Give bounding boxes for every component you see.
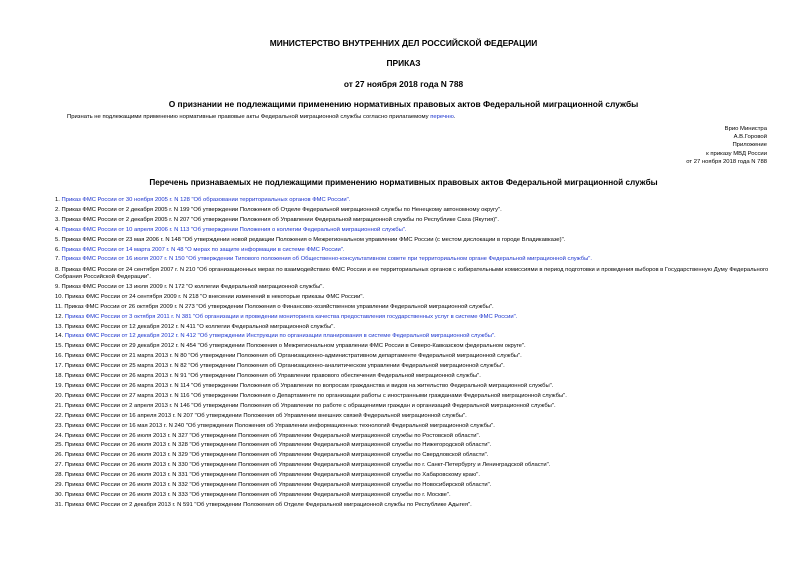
list-item-text: Приказ ФМС России от 25 марта 2013 г. N 82 "Об утверждении Положения об Организационно-аналитическом управлении Федеральной миграционной службы". (64, 363, 505, 370)
list-item-text: Приказ ФМС России от 27 марта 2013 г. N 116 "Об утверждении Положения о Департаменте по организации работы с иностранными гражданами Федеральной миграционной службы". (64, 392, 567, 399)
list-item-link[interactable]: Приказ ФМС России от 14 марта 2007 г. N 48 "О мерах по защите информации в системе ФМС России". (61, 246, 345, 253)
list-item-text: Приказ ФМС России от 2 декабря 2005 г. N 199 "Об утверждении Положения об Отделе Федеральной миграционной службы по Ненецкому автономному округу". (61, 206, 502, 213)
list-item-number: 6. (55, 246, 62, 253)
list-item-link[interactable]: Приказ ФМС России от 10 апреля 2006 г. N 113 "Об утверждении Положения о коллегии Федеральной миграционной службы". (61, 226, 407, 233)
list-item-link[interactable]: Приказ ФМС России от 3 октября 2011 г. N 381 "Об организации и проведении мониторинга качества предоставления государственных услуг в системе ФМС России". (64, 313, 518, 320)
list-item-text: Приказ ФМС России от 26 июля 2013 г. N 333 "Об утверждении Положения об Управлении Федеральной миграционной службы по г. Москве". (64, 491, 451, 498)
doc-title: О признании не подлежащими применению нормативных правовых актов Федеральной миграционной службы (168, 99, 639, 109)
list-item-text: Приказ ФМС России от 26 октября 2009 г. N 273 "Об утверждении Положения о Финансово-хозяйственном управлении Федеральной миграционной службы". (64, 303, 494, 310)
list-item-number: 23. (55, 422, 65, 429)
list-item-number: 16. (55, 353, 65, 360)
doc-date-number: от 27 ноября 2018 года N 788 (343, 79, 464, 89)
list-item (0, 412, 807, 422)
list-item-text: Приказ ФМС России от 2 декабря 2005 г. N 207 "Об утверждении Положения об Управлении Федеральной миграционной службы по Республике Саха (Якутия)". (61, 216, 499, 223)
list-item-number: 20. (55, 392, 65, 399)
list-item (0, 451, 807, 461)
intro-text: Признать не подлежащими применению нормативные правовые акты Федеральной миграционной службы согласно прилагаемому (67, 114, 431, 120)
list-item (0, 422, 807, 432)
list-item (0, 236, 807, 246)
list-item-link[interactable]: Приказ ФМС России от 30 ноября 2005 г. N 128 "Об образовании территориальных органов ФМС России". (61, 197, 351, 203)
acts-list (0, 196, 807, 511)
appendix-label: Приложение (732, 142, 767, 149)
list-item (0, 293, 807, 303)
list-item-number: 21. (55, 402, 65, 409)
list-item-text: Приказ ФМС России от 16 мая 2013 г. N 240 "Об утверждении Положения об Управлении информационных технологий Федеральной миграционной службы". (64, 422, 495, 429)
doc-type-heading: ПРИКАЗ (386, 58, 421, 68)
intro-end: . (453, 114, 456, 120)
list-item-text: Приказ ФМС России от 12 декабря 2012 г. N 411 "О коллегии Федеральной миграционной службы". (64, 323, 335, 330)
intro-paragraph (67, 114, 455, 120)
list-item-number: 24. (55, 432, 65, 439)
list-item (0, 206, 807, 216)
list-item-text: Приказ ФМС России от 2 декабря 2013 г. N 591 "Об утверждении Положения об Отделе Федеральной миграционной службы по Республике Адыгея". (64, 501, 472, 508)
ministry-heading: МИНИСТЕРСТВО ВНУТРЕННИХ ДЕЛ РОССИЙСКОЙ ФЕДЕРАЦИИ (269, 38, 538, 48)
list-item (0, 313, 807, 323)
list-item-number: 1. (55, 197, 62, 203)
list-item-link[interactable]: Приказ ФМС России от 12 декабря 2012 г. N 412 "Об утверждении Инструкции по организации планирования в системе Федеральной миграционной службы". (64, 333, 496, 340)
list-item-number: 28. (55, 472, 65, 479)
list-item-number: 18. (55, 373, 65, 380)
list-item-number: 31. (55, 501, 65, 508)
list-item (0, 362, 807, 372)
annex-link[interactable]: перечню (430, 114, 454, 120)
list-item (0, 461, 807, 471)
signature-block (567, 125, 767, 166)
list-item (0, 501, 807, 511)
list-item-number: 14. (55, 333, 65, 340)
list-item (0, 491, 807, 501)
list-item-text: Приказ ФМС России от 16 апреля 2013 г. N 207 "Об утверждении Положения об Управлении внешних связей Федеральной миграционной службы". (64, 412, 467, 419)
list-item-number: 13. (55, 323, 65, 330)
list-item (0, 196, 807, 206)
list-item-number: 15. (55, 343, 65, 350)
list-item (0, 283, 807, 293)
list-item (0, 432, 807, 442)
list-item (0, 471, 807, 481)
list-item-number: 29. (55, 482, 65, 489)
list-item (0, 226, 807, 236)
list-item (0, 441, 807, 451)
list-item (0, 392, 807, 402)
list-item-text: Приказ ФМС России от 26 марта 2013 г. N 114 "Об утверждении Положения об Управлении по вопросам гражданства и видов на жительство Федеральной миграционной службы". (64, 382, 554, 389)
list-item (0, 342, 807, 352)
list-item-number: 22. (55, 412, 65, 419)
list-item-number: 12. (55, 313, 65, 320)
list-item-text: Приказ ФМС России от 26 июля 2013 г. N 332 "Об утверждении Положения об Управлении Федеральной миграционной службы по Новосибирской области". (64, 482, 492, 489)
list-item-number: 7. (55, 256, 62, 263)
signer-name: А.В.Горовой (733, 134, 767, 141)
list-item-text: Приказ ФМС России от 23 мая 2006 г. N 148 "Об утверждении новой редакции Положения о Межрегиональном управлении ФМС России (с местом дислокации в городе Владикавказе)". (61, 236, 566, 243)
list-item (0, 372, 807, 382)
signer-position: Врио Министра (724, 126, 767, 132)
list-item-number: 9. (55, 283, 62, 290)
list-item-text: Приказ ФМС России от 26 июля 2013 г. N 330 "Об утверждении Положения об Управлении Федеральной миграционной службы по г. Санкт-Петербургу и Ленинградской области". (64, 462, 551, 469)
list-item (0, 323, 807, 333)
appendix-ref: к приказу МВД России (706, 150, 767, 157)
list-item (0, 255, 807, 265)
list-item (0, 265, 807, 283)
list-item-number: 11. (55, 303, 65, 310)
appendix-ref-date: от 27 ноября 2018 года N 788 (686, 158, 767, 165)
list-item-text: Приказ ФМС России от 29 декабря 2012 г. N 454 "Об утверждении Положения о Межрегиональном управлении ФМС России в Северо-Кавказском федеральном округе". (64, 343, 526, 350)
list-item (0, 216, 807, 226)
list-item-number: 25. (55, 442, 65, 449)
list-item-text: Приказ ФМС России от 26 июля 2013 г. N 331 "Об утверждении Положения об Управлении Федеральной миграционной службы по Хабаровскому краю". (64, 472, 481, 479)
list-item-number: 27. (55, 462, 65, 469)
list-item (0, 382, 807, 392)
list-item-text: Приказ ФМС России от 2 апреля 2013 г. N 146 "Об утверждении Положения об Управлении по работе с обращениями граждан и организаций Федеральной миграционной службы". (64, 402, 556, 409)
list-item-number: 19. (55, 382, 65, 389)
list-item-number: 30. (55, 491, 65, 498)
list-item (0, 332, 807, 342)
list-item (0, 303, 807, 313)
list-item-number: 3. (55, 216, 62, 223)
list-item-link[interactable]: Приказ ФМС России от 16 июля 2007 г. N 150 "Об утверждении Типового положения об Общественно-консультативном совете при территориальном органе Федеральной миграционной службы". (61, 256, 593, 263)
list-item-text: Приказ ФМС России от 13 июля 2009 г. N 172 "О коллегии Федеральной миграционной службы". (61, 283, 324, 290)
list-item-text: Приказ ФМС России от 26 июля 2013 г. N 328 "Об утверждении Положения об Управлении Федеральной миграционной службы по Нижегородской области". (64, 442, 492, 449)
list-item-text: Приказ ФМС России от 24 сентября 2009 г. N 218 "О внесении изменений в некоторые приказы ФМС России". (64, 293, 365, 300)
list-item-number: 8. (55, 266, 62, 273)
list-item-text: Приказ ФМС России от 24 сентября 2007 г. N 210 "Об организационных мерах по взаимодействию ФМС России и ее территориальных органов с избирательными комиссиями в период подготовки и проведения выборов в Государственную Думу Федерального Собрания Российской Федерации". (55, 266, 769, 281)
list-item (0, 352, 807, 362)
list-item (0, 246, 807, 256)
list-item-number: 10. (55, 293, 65, 300)
list-item-text: Приказ ФМС России от 26 июля 2013 г. N 329 "Об утверждении Положения об Управлении Федеральной миграционной службы по Свердловской области". (64, 452, 489, 459)
list-item (0, 402, 807, 412)
list-item-number: 17. (55, 363, 65, 370)
list-title: Перечень признаваемых не подлежащими применению нормативных правовых актов Федеральной миграционной службы (149, 178, 658, 187)
list-item-text: Приказ ФМС России от 26 июля 2013 г. N 327 "Об утверждении Положения об Управлении Федеральной миграционной службы по Ростовской области". (64, 432, 481, 439)
list-item-text: Приказ ФМС России от 26 марта 2013 г. N 91 "Об утверждении Положения об Управлении правового обеспечения Федеральной миграционной службы". (64, 373, 481, 380)
list-item-number: 4. (55, 226, 62, 233)
list-item-number: 26. (55, 452, 65, 459)
list-item-number: 5. (55, 236, 62, 243)
list-item (0, 481, 807, 491)
list-item-text: Приказ ФМС России от 21 марта 2013 г. N 80 "Об утверждении Положения об Организационно-административном департаменте Федеральной миграционной службы". (64, 353, 522, 360)
list-item-number: 2. (55, 206, 62, 213)
